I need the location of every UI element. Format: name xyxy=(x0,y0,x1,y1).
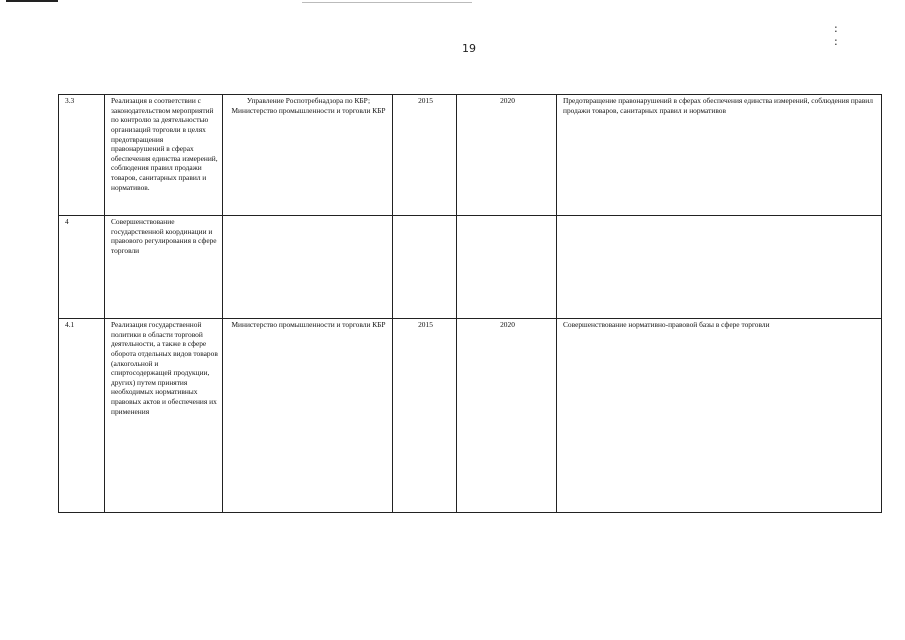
corner-marks: : : xyxy=(834,22,872,48)
start-year-cell xyxy=(393,216,457,319)
executor-cell: Министерство промышленности и торговли КБР xyxy=(223,319,393,513)
table-row xyxy=(59,319,882,513)
activity-cell: Совершенствование государственной координации и правового регулирования в сфере торговли xyxy=(105,216,223,319)
start-year-cell: 2015 xyxy=(393,319,457,513)
activity-cell: Реализация государственной политики в области торговой деятельности, а также в сфере оборота отдельных видов товаров (алкогольной и спиртосодержащей продукции, других) путем принятия необходимых нормативных правовых актов и обеспечения их применения xyxy=(105,319,223,513)
row-number: 4.1 xyxy=(59,319,105,513)
end-year-cell xyxy=(457,216,557,319)
page-number: 19 xyxy=(462,42,476,55)
start-year-cell: 2015 xyxy=(393,95,457,216)
result-cell xyxy=(557,216,882,319)
result-cell: Предотвращение правонарушений в сферах обеспечения единства измерений, соблюдения правил продажи товаров, санитарных правил и нормативов xyxy=(557,95,882,216)
scan-artifact-top-left xyxy=(6,0,58,2)
table-row xyxy=(59,95,882,216)
end-year-cell: 2020 xyxy=(457,95,557,216)
executor-cell: Управление Роспотребнадзора по КБР; Министерство промышленности и торговли КБР xyxy=(223,95,393,216)
executor-cell xyxy=(223,216,393,319)
result-cell: Совершенствование нормативно-правовой базы в сфере торговли xyxy=(557,319,882,513)
row-number: 3.3 xyxy=(59,95,105,216)
activity-cell: Реализация в соответствии с законодательством мероприятий по контролю за деятельностью организаций торговли в целях предотвращения правонарушений в сферах обеспечения единства измерений, соблюдения правил продажи товаров, санитарных правил и нормативов. xyxy=(105,95,223,216)
scan-artifact-top-center xyxy=(302,2,472,3)
row-number: 4 xyxy=(59,216,105,319)
end-year-cell: 2020 xyxy=(457,319,557,513)
activity-table xyxy=(58,94,882,513)
table-row xyxy=(59,216,882,319)
